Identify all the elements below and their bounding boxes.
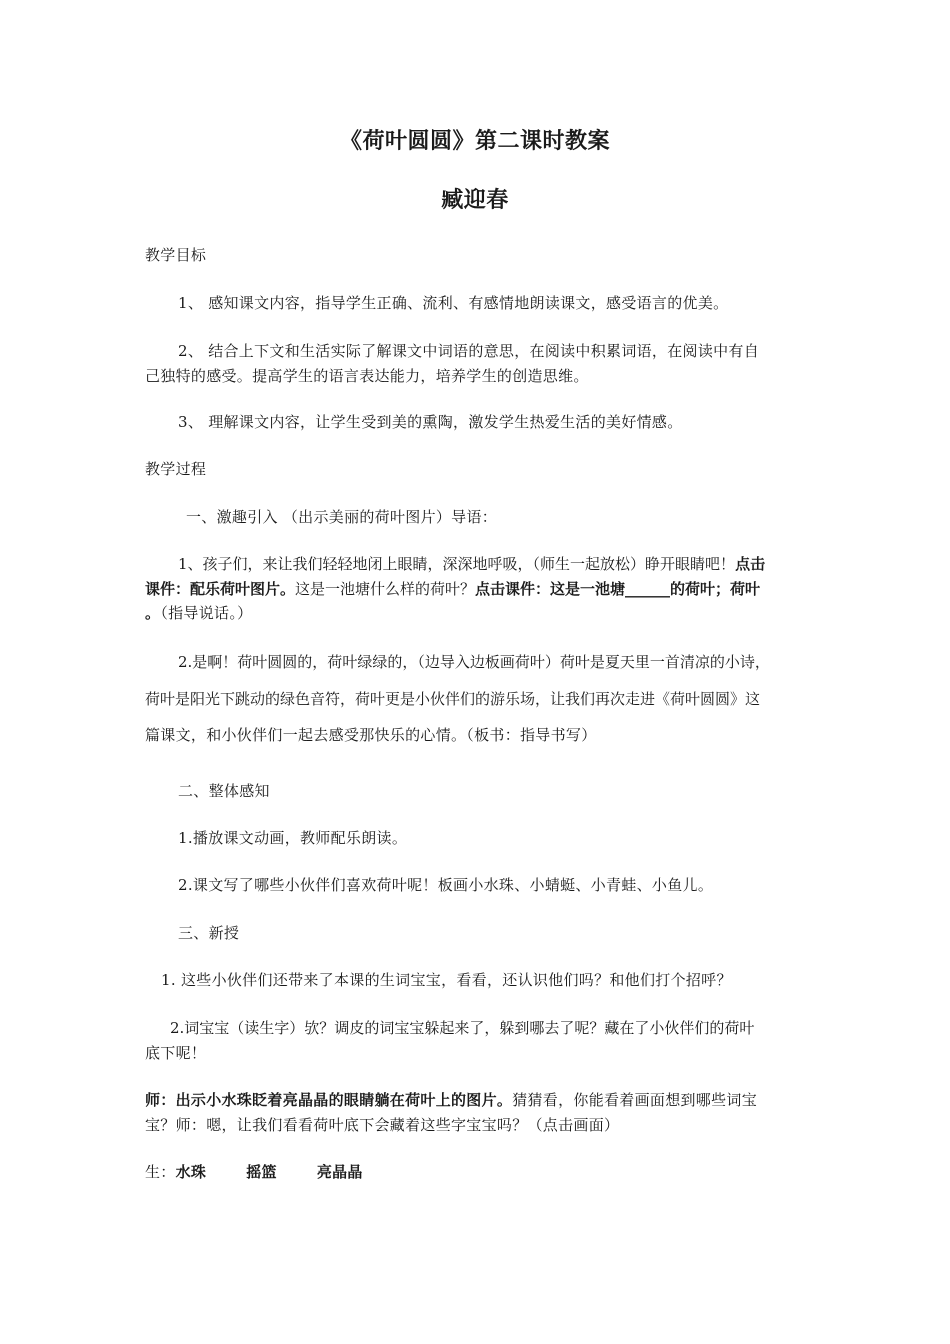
- s1p1-bold-blank: 点击课件：这是一池塘______的荷叶；荷叶: [475, 580, 761, 598]
- s1-paragraph1-line1: [178, 553, 765, 575]
- s1p1-bold-courseware: 课件：配乐荷叶图片。: [145, 580, 296, 598]
- s2-item-2: 2.课文写了哪些小伙伴们喜欢荷叶呢！板画小水珠、小蜻蜓、小青蛙、小鱼儿。: [178, 876, 714, 894]
- section3-heading: 三、新授: [178, 924, 240, 942]
- student-label: 生：: [145, 1163, 176, 1181]
- s3-item-2-line2: 底下呢！: [145, 1044, 207, 1062]
- s1p1-period: 。: [145, 604, 161, 622]
- document-author: 臧迎春: [441, 187, 509, 213]
- s1p1-bold: 点击: [735, 555, 766, 573]
- objectives-heading: 教学目标: [145, 246, 207, 264]
- process-heading: 教学过程: [145, 460, 207, 478]
- s1-paragraph1-line3: [145, 602, 252, 624]
- s1-paragraph2-line1: 2.是啊！荷叶圆圆的，荷叶绿绿的，（边导入边板画荷叶）荷叶是夏天里一首清凉的小诗，: [178, 653, 770, 671]
- section1-heading: 一、激趣引入 （出示美丽的荷叶图片）导语：: [186, 508, 498, 526]
- section2-heading: 二、整体感知: [178, 782, 270, 800]
- s1p1-question: 这是一池塘什么样的荷叶？: [295, 580, 476, 598]
- s2-item-1: 1.播放课文动画，教师配乐朗读。: [178, 829, 408, 847]
- objective-2-line1: 2、 结合上下文和生活实际了解课文中词语的意思，在阅读中积累词语，在阅读中有自: [178, 342, 760, 360]
- s1-paragraph1-line2: [145, 578, 760, 600]
- s1-paragraph2-line2: 荷叶是阳光下跳动的绿色音符，荷叶更是小伙伴们的游乐场，让我们再次走进《荷叶圆圆》这: [145, 690, 761, 708]
- objective-2-line2: 己独特的感受。提高学生的语言表达能力，培养学生的创造思维。: [145, 367, 589, 385]
- student-line: [145, 1161, 363, 1183]
- objective-3: 3、 理解课文内容，让学生受到美的熏陶，激发学生热爱生活的美好情感。: [178, 413, 683, 431]
- s3-item-1: 1. 这些小伙伴们还带来了本课的生词宝宝，看看，还认识他们吗？和他们打个招呼？: [161, 971, 732, 989]
- objective-1: 1、 感知课文内容，指导学生正确、流利、有感情地朗读课文，感受语言的优美。: [178, 294, 729, 312]
- s3-item-2-line1: 2.词宝宝（读生字）欤？调皮的词宝宝躲起来了，躲到哪去了呢？藏在了小伙伴们的荷叶: [170, 1019, 755, 1037]
- teacher-rest: 猜猜看，你能看着画面想到哪些词宝: [512, 1091, 758, 1109]
- s1p1-hint: （指导说话。）: [160, 604, 253, 622]
- teacher-bold: 师：出示小水珠眨着亮晶晶的眼睛躺在荷叶上的图片。: [145, 1091, 513, 1109]
- s1p1-text: 1、孩子们，来让我们轻轻地闭上眼睛，深深地呼吸，（师生一起放松）睁开眼睛吧！: [178, 555, 736, 573]
- student-word-2: 摇篮: [246, 1163, 277, 1181]
- document-title: 《荷叶圆圆》第二课时教案: [339, 128, 610, 154]
- student-word-3: 亮晶晶: [316, 1163, 363, 1181]
- teacher-line1: [145, 1089, 757, 1111]
- s1-paragraph2-line3: 篇课文，和小伙伴们一起去感受那快乐的心情。（板书：指导书写）: [145, 726, 597, 744]
- teacher-line2: 宝？师：嗯，让我们看看荷叶底下会藏着这些字宝宝吗？（点击画面）: [145, 1116, 620, 1134]
- student-word-1: 水珠: [175, 1163, 207, 1181]
